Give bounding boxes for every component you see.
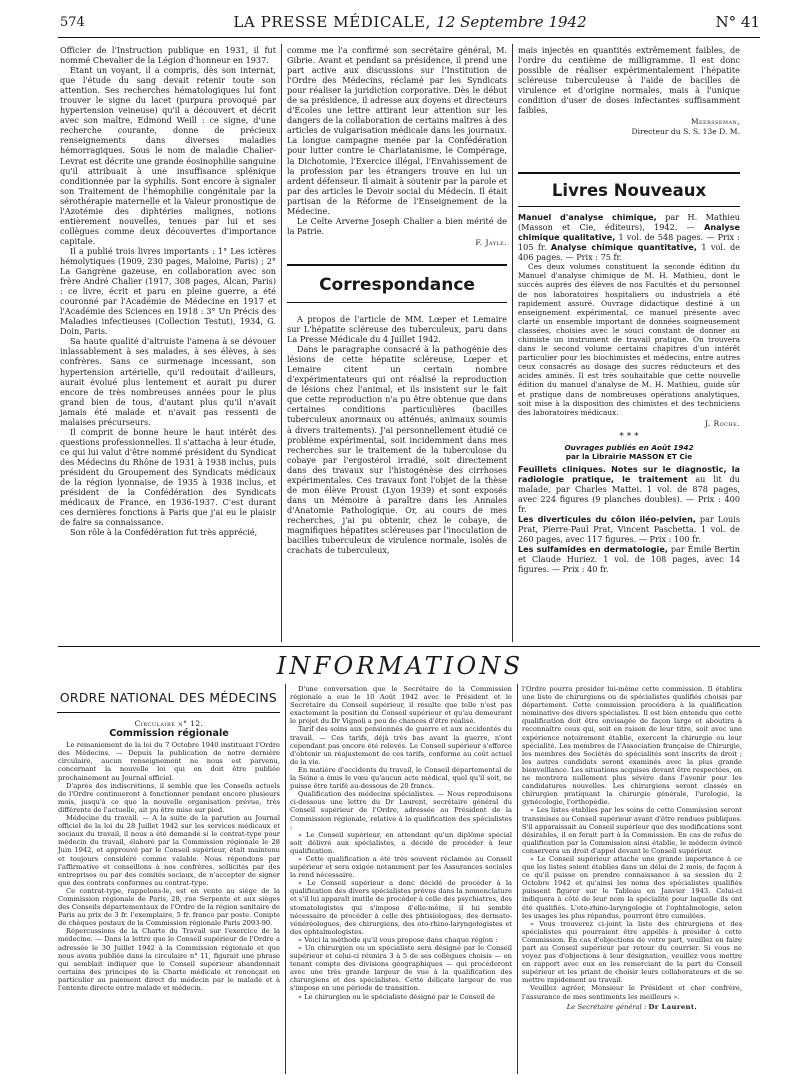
book-review <box>518 262 740 417</box>
paragraph: Le Celte Arverne Joseph Chalier a bien mérité de la Patrie. <box>287 215 507 236</box>
paragraph: Étant un voyant, il a compris, dès son internat, que l'étude du sang devait retenir toute son attention. Ses recherches hématologiques lui font trouver le signe du lacet (purpura provoqué par hypertension veineuse) qu'il a découvert et décrit avec son maître, Edmond Weill : ce signe, d'une recherche courante, donne de précieux renseignements dans diverses maladies hémorragiques. Sous le nom de maladie Chalier-Levrat est décrite une grande éosinophilie sanguine qu'il attribuait à une insuffisance splénique conditionnée par la syphilis. Sont encore à signaler son Traitement de l'hémophilie congénitale par la sérothérapie maternelle et la Valeur pronostique de l'Azotémie des diphtéries malignes, notions entièrement nouvelles, tenues par lui et ses collègues comme deux découvertes d'importance capitale. <box>60 65 276 246</box>
paragraph: Qualification des médecins spécialistes. — Nous reproduisons ci-dessous une lettre du Dr Laurent, secrétaire général du Conseil supérieur de l'Ordre, adressée au Président de la Commission régionale, relative à la qualification des spécialistes : <box>290 790 512 831</box>
publisher-line-1: Ouvrages publiés en Août 1942 <box>564 442 694 452</box>
signature <box>518 117 740 137</box>
paragraph: l'Ordre pourra présider lui-même cette commission. Il établira une liste de chirurgiens ou de spécialistes qualifiés choisis par département. Cette commission procédera à la qualification nominative des divers spécialistes. Il est bien entendu que cette qualification doit être envisagée de façon large et aboutira à reconnaître ceux qui, soit en raison de leur titre, soit avec une expérience notoirement établie, exercent la chirurgie ou leur spécialité. Les membres de l'Association française de Chirurgie, les membres des Sociétés de spécialités sont inscrits de droit ; les autres candidats seront examinés avec la plus grande bienveillance. Les situations acquises devant être respectées, on ne montrera nullement plus sévère dans l'avenir pour les candidatures nouvelles. Les chirurgiens seront classés en chirurgien pratiquant la chirurgie générale, l'urologie, la gynécologie, l'orthopédie. <box>522 685 742 807</box>
paragraph: Officier de l'Instruction publique en 1931, il fut nommé Chevalier de la Légion d'honneur en 1937. <box>60 45 276 66</box>
column-divider <box>285 684 286 1074</box>
issue-date: 12 Septembre 1942 <box>436 13 587 31</box>
book-details: 1 vol. de 548 pages. — Prix : 105 fr. <box>518 232 740 253</box>
book-title: Les diverticules du côlon iléo-pelvien, <box>518 514 696 525</box>
secretaire-label: Le Secrétaire général : <box>566 1002 647 1011</box>
paragraph: « Le Conseil supérieur a donc décidé de procéder à la qualification des divers spécialistes prévus dans la nomenclature et s'il lui apparaît inutile de procéder à celle des psychiatres, des stomatologistes qui s'impose d'elle-même, il lui semble nécessaire de procéder à celle des phtisiologues, des dermato-vénéréologues, des chirurgiens, des oto-rhino-laryngologistes et des ophtalmologistes. <box>290 879 512 936</box>
circulaire-number: Circulaire n° 12. <box>134 719 204 728</box>
informations-column-2 <box>290 685 512 1001</box>
book-entry <box>518 514 740 544</box>
informations-column-3 <box>522 685 742 1011</box>
paragraph: « Le Conseil supérieur, en attendant qu'un diplôme spécial soit délivré aux spécialistes, a décidé de procéder à leur qualification. <box>290 830 512 855</box>
signature-name: J. Roche. <box>705 418 740 428</box>
book-entry <box>518 212 740 262</box>
section-rule <box>58 646 760 647</box>
section-stars: * * * <box>619 431 639 442</box>
paragraph: « Les listes établies par les soins de cette Commission seront transmises au Conseil supérieur avant d'être rendues publiques. S'il apparaissait au Conseil supérieur que des modifications sont désirables, il en ferait part à la Commission. En cas de refus de qualification par la Commission ainsi établie, le médecin évincé conservera un droit d'appel devant le Conseil supérieur. <box>522 806 742 855</box>
obituary-column-1 <box>60 45 276 537</box>
section-rule <box>518 206 740 207</box>
book-entry <box>518 544 740 574</box>
book-details: par Émile Bertin et Claude Huriez. 1 vol. de 108 pages, avec 14 figures. — Prix : 40 fr. <box>518 544 740 575</box>
paragraph: « Le Conseil supérieur attache une grande importance à ce que les listes soient établies dans un délai de 2 mois, de façon à ce qu'il puisse en prendre connaissance à sa session du 2 Octobre 1942 et qu'ainsi les noms des spécialistes qualifiés puissent figurer sur le Tableau en Janvier 1943. Celui-ci indiquera à côté de leur nom la spécialité pour laquelle ils ont été qualifiés. L'oto-rhino-laryngologie et l'ophtalmologie, selon les usages les plus répandus, pourront être cumulées. <box>522 854 742 920</box>
book-entry <box>518 464 740 514</box>
signature-name: Meersseman, <box>690 117 740 127</box>
review-signature <box>518 419 740 429</box>
paragraph: Le remaniement de la loi du 7 Octobre 1940 instituant l'Ordre des Médecins. — Depuis la publication de notre dernière circulaire, aucun renseignement ne nous est parvenu, concernant la nouvelle loi qui en doit être publiée prochainement au Journal officiel. <box>58 741 280 782</box>
book-title: Feuillets cliniques. Notes sur le diagnostic, la radiologie pratique, le traitement <box>518 463 740 484</box>
book-details: 1 vol. de 406 pages. — Prix : 75 fr. <box>518 242 740 263</box>
section-rule <box>518 172 740 174</box>
paragraph: Dans le paragraphe consacré à la pathogénie des lésions de cette hépatite scléreuse, Lœper et Lemaire citent un certain nombre d'expérimentateurs qui ont réalisé la reproduction de lésions chez l'animal, et ils insistent sur le fait que cette reproduction n'a pu être obtenue que dans certaines conditions particulières (bacilles tuberculeux anormaux ou atténués, animaux soumis à divers traitements). J'ai personnellement étudié ce problème expérimental, soit incidemment dans mes recherches sur le traitement de la tuberculose du cobaye par l'ergostérol irradié, soit directement dans des travaux sur l'histogénèse des cirrhoses expérimentales. Ces travaux font l'objet de la thèse de mon élève Proust (Lyon 1939) et sont exposés dans un Mémoire à paraître dans les Annales d'Anatomie Pathologique. Or, au cours de mes recherches, j'ai pu obtenir, chez le cobaye, de magnifiques hépatites scléreuses par l'inoculation de bacilles tuberculeux de virulence normale, isolés de crachats de tuberculeux, <box>287 344 507 556</box>
publisher-line-2: par la Librairie MASSON ET Cie <box>565 451 693 461</box>
correspondance-continued <box>518 45 740 137</box>
informations-column-1 <box>58 714 280 992</box>
issue-number: N° 41 <box>715 13 760 31</box>
paragraph: D'après des indiscrétions, il semble que les Conseils actuels de l'Ordre continueront à fonctionner pendant encore plusieurs mois, jusqu'à ce que la nouvelle organisation prévue, très différente de l'actuelle, ait pu être mise sur pied. <box>58 781 280 814</box>
paragraph: Il comprit de bonne heure le haut intérêt des questions professionnelles. Il s'attacha à leur étude, ce qui lui valut d'être nommé président du Syndicat des Médecins du Rhône de 1931 à 1938 inclus, puis président du Groupement des Syndicats médicaux de la région lyonnaise, de 1935 à 1938 inclus, et président de la Confédération des Syndicats médicaux de France, en 1936-1937. C'est durant ces dernières fonctions à Paris que j'ai eu le plaisir de faire sa connaissance. <box>60 426 276 528</box>
book-details: par Louis Prat, Pierre-Paul Prat, Vincent Paschetta. 1 vol. de 260 pages, avec 117 figures. — Prix : 100 fr. <box>518 514 741 545</box>
paragraph: Il a publié trois livres importants : 1° Les ictères hémolytiques (1909, 230 pages, Maloine, Paris) ; 2° La Gangrène gazeuse, en collaboration avec son frère André Chalier (1917, 308 pages, Alcan, Paris) : ce livre, écrit et paru en pleine guerre, a été couronné par l'Académie de Médecine en 1917 et l'Académie des Sciences en 1918 : 3° Un Précis des Maladies infectieuses (Collection Testut), 1934, G. Doin, Paris. <box>60 245 276 337</box>
paragraph: « Le chirurgien ou le spécialiste désigné par le Conseil de <box>298 992 495 1001</box>
livres-nouveaux-title: Livres Nouveaux <box>551 181 707 200</box>
signature-name: F. Jayle. <box>475 237 507 247</box>
paragraph: comme me l'a confirmé son secrétaire général, M. Gibrie. Avant et pendant sa présidence, il prend une part active aux discussions sur l'Institution de l'Ordre des Médecins, réclamé par les Syndicats pour réaliser la juridiction corporative. Dès le début de sa présidence, il adresse aux doyens et directeurs d'Écoles une lettre attirant leur attention sur les dangers de la collaboration de certains maîtres à des articles de vulgarisation médicale dans les journaux. La longue campagne menée par la Confédération pour lutter contre le Charlatanisme, le Compérage, la Dichotomie, l'Exercice illégal, l'Envahissement de la profession par les étrangers trouve en lui un ardent défenseur. Il aimait à soutenir par la parole et par des articles le Devoir social du Médecin. Il était partisan de la Réforme de l'Enseignement de la Médecine. <box>287 45 507 216</box>
book-title: Manuel d'analyse chimique, <box>518 212 657 222</box>
ordre-title: ORDRE NATIONAL DES MÉDECINS <box>59 690 278 705</box>
paragraph: Répercussions de la Charte du Travail sur l'exercice de la médecine. — Dans la lettre que le Conseil supérieur de l'Ordre a adressée le 30 Juillet 1942 à la Commission régionale et que nous avons publiée dans la circulaire n° 11, figurait une phrase qui semblait indiquer que le Conseil supérieur abandonnait certains des principes de la Charte médicale et renonçait en particulier au paiement direct du médecin par le malade et à l'entente directe entre malade et médecin. <box>58 927 280 992</box>
column-divider <box>517 684 518 1074</box>
secretaire-name: Dr Laurent. <box>648 1002 698 1011</box>
signature-title: Directeur du S. S. 13e D. M. <box>631 127 740 137</box>
commission-title: Commission régionale <box>109 728 229 740</box>
paragraph: Sa haute qualité d'altruiste l'amena à se dévouer inlassablement à ses malades, à ses élèves, à ses confrères. Sans ce surmenage incessant, son hypertension artérielle, qu'il redoutait d'ailleurs, aurait évolué plus lentement et aurait pu durer encore de très nombreuses années pour le plus grand bien de tous, d'autant plus qu'il n'avait jamais été malade et n'avait pas ressenti de malaises précurseurs. <box>60 336 276 427</box>
paragraph: En matière d'accidents du travail, le Conseil départemental de la Seine a émis le vœu qu'aucun acte médical, quel qu'il soit, ne puisse être tarifé au-dessous de 20 francs. <box>290 765 512 791</box>
correspondance-body <box>287 314 507 555</box>
paragraph: D'une conversation que le Secrétaire de la Commission régionale a eue le 10 Août 1942 avec le Président et le Secrétaire du Conseil supérieur, il résulte que telle n'est pas exactement la position du Conseil supérieur et qu'au demeurant le projet du Dr Vignoli a peu de chances d'être réalisé. <box>290 685 512 726</box>
page-header <box>60 13 760 35</box>
secretaire-signature <box>522 1003 742 1011</box>
page-number: 574 <box>60 15 85 30</box>
book-title: Analyse chimique quantitative, <box>550 242 697 253</box>
section-rule <box>287 302 507 303</box>
paragraph: Tarif des soins aux pensionnés de guerre et aux accidentés du travail. — Ces tarifs, déjà très bas avant la guerre, n'ont cependant pas encore été relevés. Le Conseil supérieur s'efforce d'obtenir un réajustement de ces tarifs, conforme au coût actuel de la vie. <box>290 725 512 766</box>
journal-name: LA PRESSE MÉDICALE, <box>233 13 431 31</box>
book-details: au lit du malade, par Charles Mattei. 1 vol. de 878 pages, avec 224 figures (9 planches doubles). — Prix : 400 fr. <box>518 473 740 515</box>
signature <box>287 238 507 248</box>
paragraph: Son rôle à la Confédération fut très apprécié, <box>70 527 258 538</box>
section-rule <box>57 712 280 713</box>
paragraph: Médecine du travail. — A la suite de la parution au Journal officiel de la loi du 28 Juillet 1942 sur les services médicaux et sociaux du travail, il nous a été demandé si le contrat-type pour médecin du travail, élaboré par la Commission régionale le 28 Juin 1942, et approuvé par le Conseil supérieur, était maintenu et toujours considéré comme valable. Nous répondons par l'affirmative et conseillons à nos confrères, sollicités par des entreprises ou par des comités sociaux, de n'accepter de signer que des contrats conformes au contrat-type. <box>58 814 280 887</box>
section-rule <box>287 264 507 266</box>
column-divider <box>512 44 513 642</box>
paragraph: Ce contrat-type, rappelons-le, est en vente au siège de la Commission régionale de Paris, 28, rue Serpente et aux sièges des Conseils départementaux de l'Ordre de la région sanitaire de Paris au prix de 3 fr. l'exemplaire, 5 fr. franco par poste. Compte de chèques postaux de la Commission régionale Paris 2093-90. <box>58 886 280 928</box>
livres-nouveaux-body <box>518 212 740 574</box>
paragraph: A propos de l'article de MM. Lœper et Lemaire sur L'hépatite scléreuse des tuberculeux, paru dans La Presse Médicale du 4 Juillet 1942. <box>287 314 507 345</box>
journal-title <box>60 13 760 31</box>
publisher-heading <box>518 443 740 461</box>
book-details: par H. Mathieu (Masson et Cie, éditeurs), 1942. — <box>518 212 740 233</box>
paragraph: « Voici la méthode qu'il vous propose dans chaque région : <box>298 935 498 944</box>
obituary-column-2 <box>287 45 507 248</box>
paragraph: mais injectés en quantités extrêmement faibles, de l'ordre du centième de milligramme. Il est donc possible de réaliser expérimentalement l'hépatite scléreuse tuberculeuse à l'aide de bacilles de virulence et d'origine normales, mais à l'unique condition d'user de doses infectantes suffisamment faibles. <box>518 45 740 116</box>
informations-title: INFORMATIONS <box>276 652 524 680</box>
paragraph: « Vous trouverez ci-joint la liste des chirurgiens et des spécialistes qui pourraient être appelés à présider à cette Commission. En cas d'objections de votre part, veuillez en faire part au Conseil supérieur par retour du courrier. Si vous ne voyez pas d'objections à leur désignation, veuillez vous mettre en rapport avec eux en les remerciant de la part du Conseil supérieur et les priant de choisir leurs collaborateurs et de se mettre rapidement au travail. <box>522 919 742 985</box>
paragraph: « Un chirurgien ou un spécialiste sera désigné par le Conseil supérieur et celui-ci réunira 3 à 5 de ses collègues choisis — en tenant compte des divisions géographiques — qui procéderont avec une très grande largeur de vue à la qualification des chirurgiens et des spécialistes. Cette délicate largeur de vue s'impose en une période de transition. <box>290 944 512 993</box>
column-divider <box>281 44 282 642</box>
paragraph: « Cette qualification a été très souvent réclamée au Conseil supérieur et sera exigée notamment par les Assurances sociales la rend nécessaire. <box>290 854 512 880</box>
paragraph: Ces deux volumes constituent la seconde édition du Manuel d'analyse chimique de M. H. Mathieu, dont le succès auprès des élèves de nos Facultés et du personnel de nos laboratoires hospitaliers ou industriels a été rapidement assuré. Ouvrage didactique destiné à un enseignement expérimental, ce manuel présente avec clarté un ensemble important de données soigneusement classées, choisies avec le souci constant de donner au chimiste un instrument de travail pratique. On trouvera dans le second volume certains chapitres d'un intérêt particulier pour les biochimistes et médecins, entre autres ceux consacrés au dosage des sucres réducteurs et des acides aminés. Il est très souhaitable que cette nouvelle édition du manuel d'analyse de M. H. Mathieu, guide sûr et pratique dans de nombreuses opérations analytiques, soit mise à la disposition des chimistes et des techniciens des laboratoires médicaux. <box>518 262 740 417</box>
book-title: Analyse chimique qualitative, <box>518 222 740 243</box>
book-title: Les sulfamides en dermatologie, <box>518 544 668 555</box>
header-rule <box>58 37 760 38</box>
paragraph: Veuillez agréer, Monsieur le Président et cher confrère, l'assurance de mes sentiments les meilleurs ». <box>522 984 742 1001</box>
correspondance-title: Correspondance <box>319 275 475 295</box>
